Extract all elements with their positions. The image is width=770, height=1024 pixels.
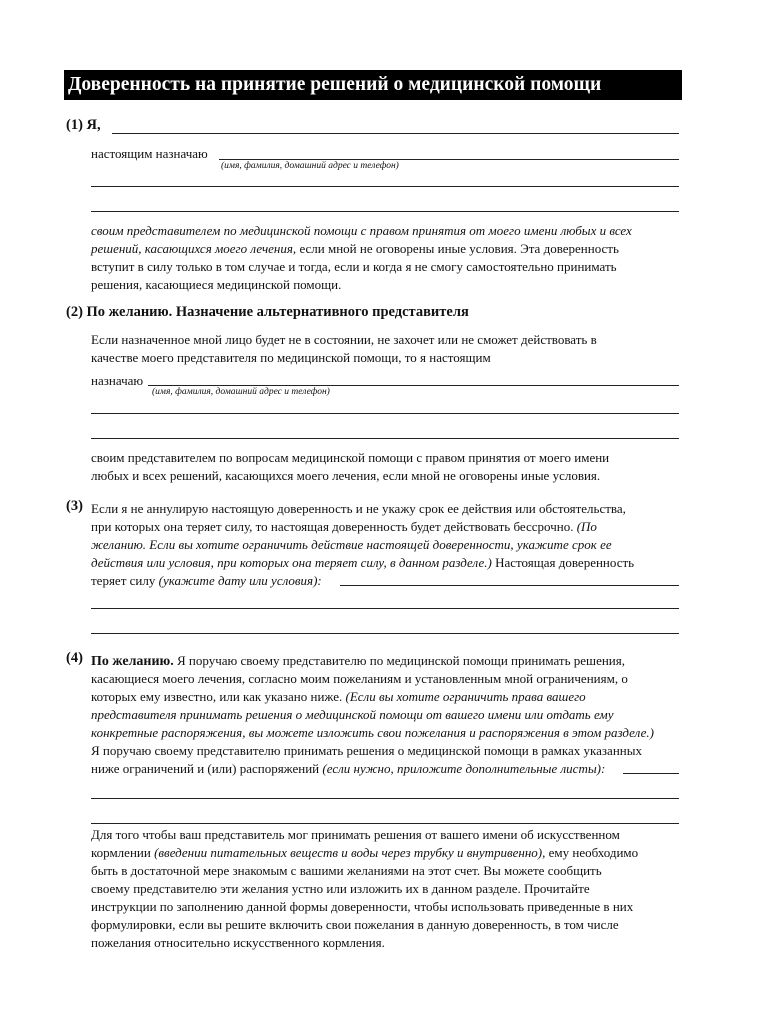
agent-address-line-1[interactable]: [91, 186, 679, 187]
agent-name-line[interactable]: [219, 159, 679, 160]
s3-line-3: желанию. Если вы хотите ограничить действие настоящей доверенности, укажите срок ее: [91, 537, 612, 552]
alt-agent-name-line[interactable]: [148, 385, 679, 386]
principal-name-line[interactable]: [112, 133, 679, 134]
s2-line-2: качестве моего представителя по медицинской помощи, то я настоящим: [91, 350, 491, 365]
s2-line-1: Если назначенное мной лицо будет не в состоянии, не захочет или не сможет действовать в: [91, 332, 597, 347]
s5-line-6: формулировки, если вы решите включить свои пожелания в данную доверенность, в том числе: [91, 917, 619, 932]
instructions-line-1[interactable]: [623, 773, 679, 774]
s2-para-line-1: своим представителем по вопросам медицинской помощи с правом принятия от моего имени: [91, 450, 610, 465]
alt-agent-address-line-2[interactable]: [91, 438, 679, 439]
s3-line-4: действия или условия, при которых она теряет силу, в данном разделе.) Настоящая доверенность: [91, 555, 635, 570]
agent-address-line-2[interactable]: [91, 211, 679, 212]
page-title: Доверенность на принятие решений о медицинской помощи: [64, 70, 682, 100]
s4-line-1: По желанию. Я поручаю своему представителю по медицинской помощи принимать решения,: [91, 653, 625, 669]
instructions-line-2[interactable]: [91, 798, 679, 799]
s5-line-1: Для того чтобы ваш представитель мог принимать решения от вашего имени об искусственном: [91, 827, 620, 842]
s3-line-1: Если я не аннулирую настоящую доверенность и не укажу срок ее действия или обстоятельства,: [91, 501, 626, 516]
s5-line-4: своему представителю эти желания устно или изложить их в данном разделе. Прочитайте: [91, 881, 590, 896]
s4-line-3: которых ему известно, или как указано ниже. (Если вы хотите ограничить права вашего: [91, 689, 586, 704]
alt-appoint-label: назначаю: [91, 373, 144, 388]
s1-para-line-4: решения, касающиеся медицинской помощи.: [91, 277, 342, 292]
s5-line-3: быть в достаточной мере знакомым с вашими желаниями на этот счет. Вы можете сообщить: [91, 863, 602, 878]
section-2-heading: (2) По желанию. Назначение альтернативного представителя: [66, 304, 469, 320]
s1-para-line-1: своим представителем по медицинской помощи с правом принятия от моего имени любых и всех: [91, 223, 632, 238]
s4-line-2: касающиеся моего лечения, согласно моим пожеланиям и установленным мной ограничениям, о: [91, 671, 628, 686]
section-3-label: (3): [66, 498, 83, 514]
s4-line-6: Я поручаю своему представителю принимать решения о медицинской помощи в рамках указанных: [91, 743, 642, 758]
expiry-line-1[interactable]: [340, 585, 679, 586]
s5-line-2: кормлении (введении питательных веществ и воды через трубку и внутривенно), ему необходимо: [91, 845, 639, 860]
s5-line-7: пожелания относительно искусственного кормления.: [91, 935, 385, 950]
s1-para-line-2: решений, касающихся моего лечения, если мной не оговорены иные условия. Эта доверенность: [91, 241, 619, 256]
agent-caption: (имя, фамилия, домашний адрес и телефон): [221, 161, 399, 171]
section-4-label: (4): [66, 650, 83, 666]
instructions-line-3[interactable]: [91, 823, 679, 824]
alt-agent-caption: (имя, фамилия, домашний адрес и телефон): [152, 387, 330, 397]
expiry-line-3[interactable]: [91, 633, 679, 634]
s5-line-5: инструкции по заполнению данной формы доверенности, чтобы использовать приведенные в них: [91, 899, 634, 914]
s3-line-5: теряет силу (укажите дату или условия):: [91, 573, 322, 588]
alt-agent-address-line-1[interactable]: [91, 413, 679, 414]
s4-line-5: конкретные распоряжения, вы можете изложить свои пожелания и распоряжения в этом разделе.): [91, 725, 654, 740]
s3-line-2: при которых она теряет силу, то настоящая доверенность будет действовать бессрочно. (По: [91, 519, 597, 534]
s4-line-7: ниже ограничений и (или) распоряжений (если нужно, приложите дополнительные листы):: [91, 761, 606, 776]
s1-para-line-3: вступит в силу только в том случае и тогда, если и когда я не смогу самостоятельно принимать: [91, 259, 617, 274]
s2-para-line-2: любых и всех решений, касающихся моего лечения, если мной не оговорены иные условия.: [91, 468, 601, 483]
section-1-label: (1) Я,: [66, 117, 101, 133]
expiry-line-2[interactable]: [91, 608, 679, 609]
appoint-label: настоящим назначаю: [91, 146, 208, 161]
s4-line-4: представителя принимать решения о медицинской помощи от вашего имени или отдать ему: [91, 707, 614, 722]
